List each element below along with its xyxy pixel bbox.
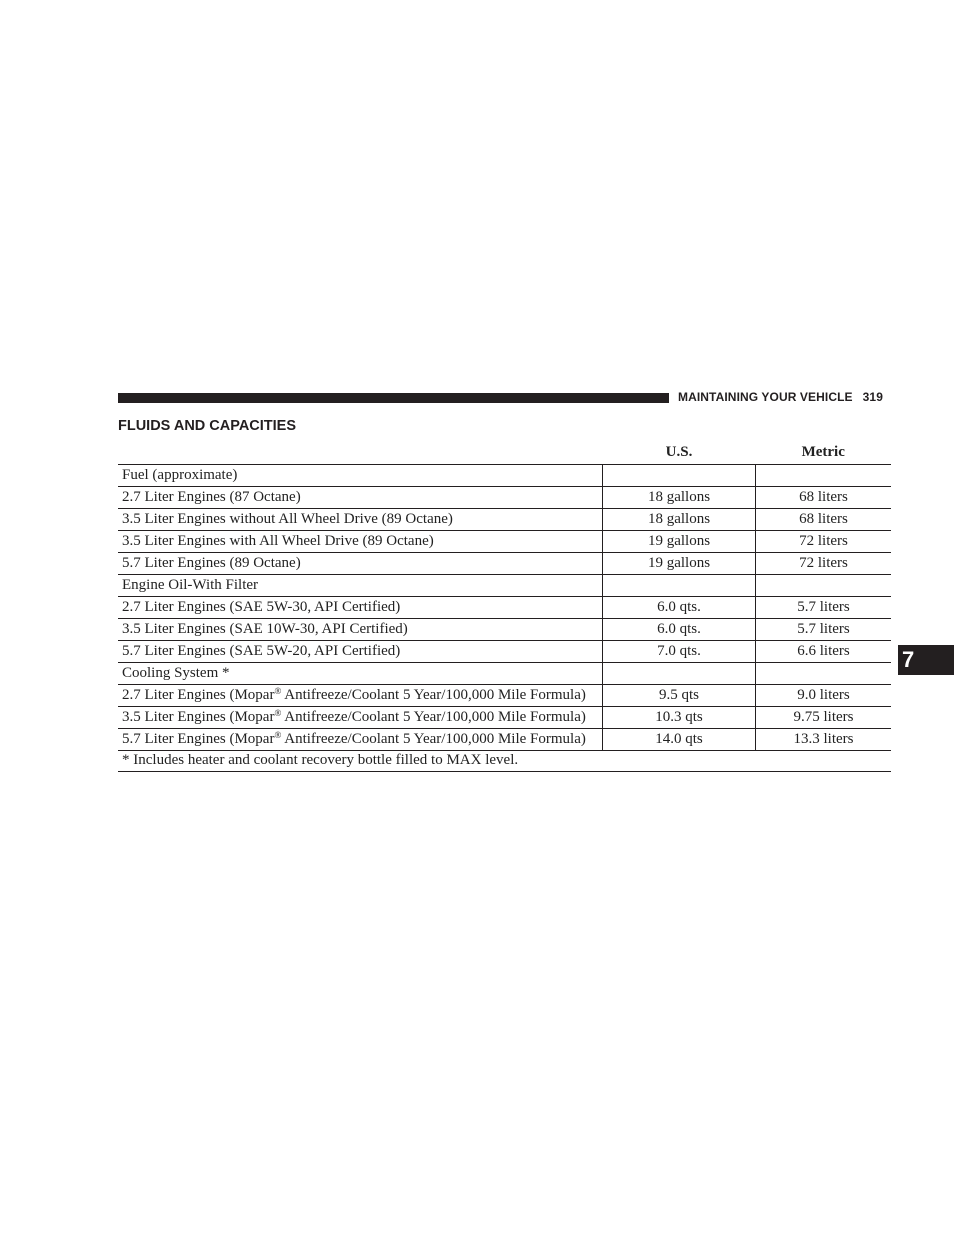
row-us-value: 6.0 qts. [603, 619, 756, 641]
registered-mark: ® [274, 708, 282, 718]
column-header-metric: Metric [756, 443, 892, 465]
chapter-tab: 7 [898, 645, 954, 675]
row-metric-value: 5.7 liters [756, 597, 892, 619]
row-us-value: 6.0 qts. [603, 597, 756, 619]
section-title: FLUIDS AND CAPACITIES [118, 418, 297, 434]
row-description: 2.7 Liter Engines (87 Octane) [118, 487, 603, 509]
table-row [118, 641, 891, 663]
row-metric-value: 6.6 liters [756, 641, 892, 663]
column-header-description [118, 443, 603, 465]
header-rule [118, 393, 669, 403]
row-metric-value: 9.0 liters [756, 685, 892, 707]
table-row [118, 707, 891, 729]
registered-mark: ® [274, 730, 282, 740]
row-us-value: 18 gallons [603, 509, 756, 531]
row-metric-value: 5.7 liters [756, 619, 892, 641]
row-description: Engine Oil-With Filter [118, 575, 603, 597]
row-description: 5.7 Liter Engines (SAE 5W-20, API Certified) [118, 641, 603, 663]
table-row [118, 465, 891, 487]
row-us-value: 19 gallons [603, 553, 756, 575]
row-description-prefix: 3.5 Liter Engines (Mopar [122, 709, 275, 725]
row-metric-value [756, 575, 892, 597]
table-header-row [118, 443, 891, 465]
table-row [118, 553, 891, 575]
row-metric-value: 68 liters [756, 487, 892, 509]
row-us-value: 19 gallons [603, 531, 756, 553]
row-metric-value: 68 liters [756, 509, 892, 531]
table-row [118, 597, 891, 619]
row-description-suffix: Antifreeze/Coolant 5 Year/100,000 Mile Formula) [281, 731, 586, 747]
row-us-value [603, 465, 756, 487]
row-description-suffix: Antifreeze/Coolant 5 Year/100,000 Mile Formula) [281, 687, 586, 703]
footnote: * Includes heater and coolant recovery bottle filled to MAX level. [118, 751, 891, 772]
row-metric-value: 72 liters [756, 531, 892, 553]
table-row [118, 663, 891, 685]
row-metric-value [756, 663, 892, 685]
table-row [118, 575, 891, 597]
row-description: 5.7 Liter Engines (89 Octane) [118, 553, 603, 575]
running-header [678, 390, 883, 404]
capacities-table [118, 443, 891, 772]
row-us-value: 10.3 qts [603, 707, 756, 729]
row-us-value [603, 663, 756, 685]
table-row [118, 729, 891, 751]
page-number: 319 [862, 390, 883, 404]
row-us-value: 14.0 qts [603, 729, 756, 751]
row-metric-value: 9.75 liters [756, 707, 892, 729]
table-row [118, 531, 891, 553]
row-description-prefix: 5.7 Liter Engines (Mopar [122, 731, 275, 747]
row-description: Fuel (approximate) [118, 465, 603, 487]
row-description: 3.5 Liter Engines with All Wheel Drive (89 Octane) [118, 531, 603, 553]
row-us-value: 9.5 qts [603, 685, 756, 707]
row-description: Cooling System * [118, 663, 603, 685]
row-us-value: 7.0 qts. [603, 641, 756, 663]
row-description-suffix: Antifreeze/Coolant 5 Year/100,000 Mile Formula) [281, 709, 586, 725]
column-header-us: U.S. [603, 443, 756, 465]
header-section-title: MAINTAINING YOUR VEHICLE [678, 390, 853, 404]
registered-mark: ® [274, 686, 282, 696]
row-metric-value: 72 liters [756, 553, 892, 575]
table-row [118, 487, 891, 509]
row-description [118, 707, 603, 729]
row-description: 3.5 Liter Engines without All Wheel Drive (89 Octane) [118, 509, 603, 531]
footnote-row [118, 751, 891, 772]
table-row [118, 685, 891, 707]
row-description: 3.5 Liter Engines (SAE 10W-30, API Certified) [118, 619, 603, 641]
row-us-value: 18 gallons [603, 487, 756, 509]
table-row [118, 509, 891, 531]
row-description-prefix: 2.7 Liter Engines (Mopar [122, 687, 275, 703]
row-description [118, 685, 603, 707]
table-row [118, 619, 891, 641]
row-us-value [603, 575, 756, 597]
row-metric-value: 13.3 liters [756, 729, 892, 751]
row-description [118, 729, 603, 751]
row-description: 2.7 Liter Engines (SAE 5W-30, API Certified) [118, 597, 603, 619]
row-metric-value [756, 465, 892, 487]
